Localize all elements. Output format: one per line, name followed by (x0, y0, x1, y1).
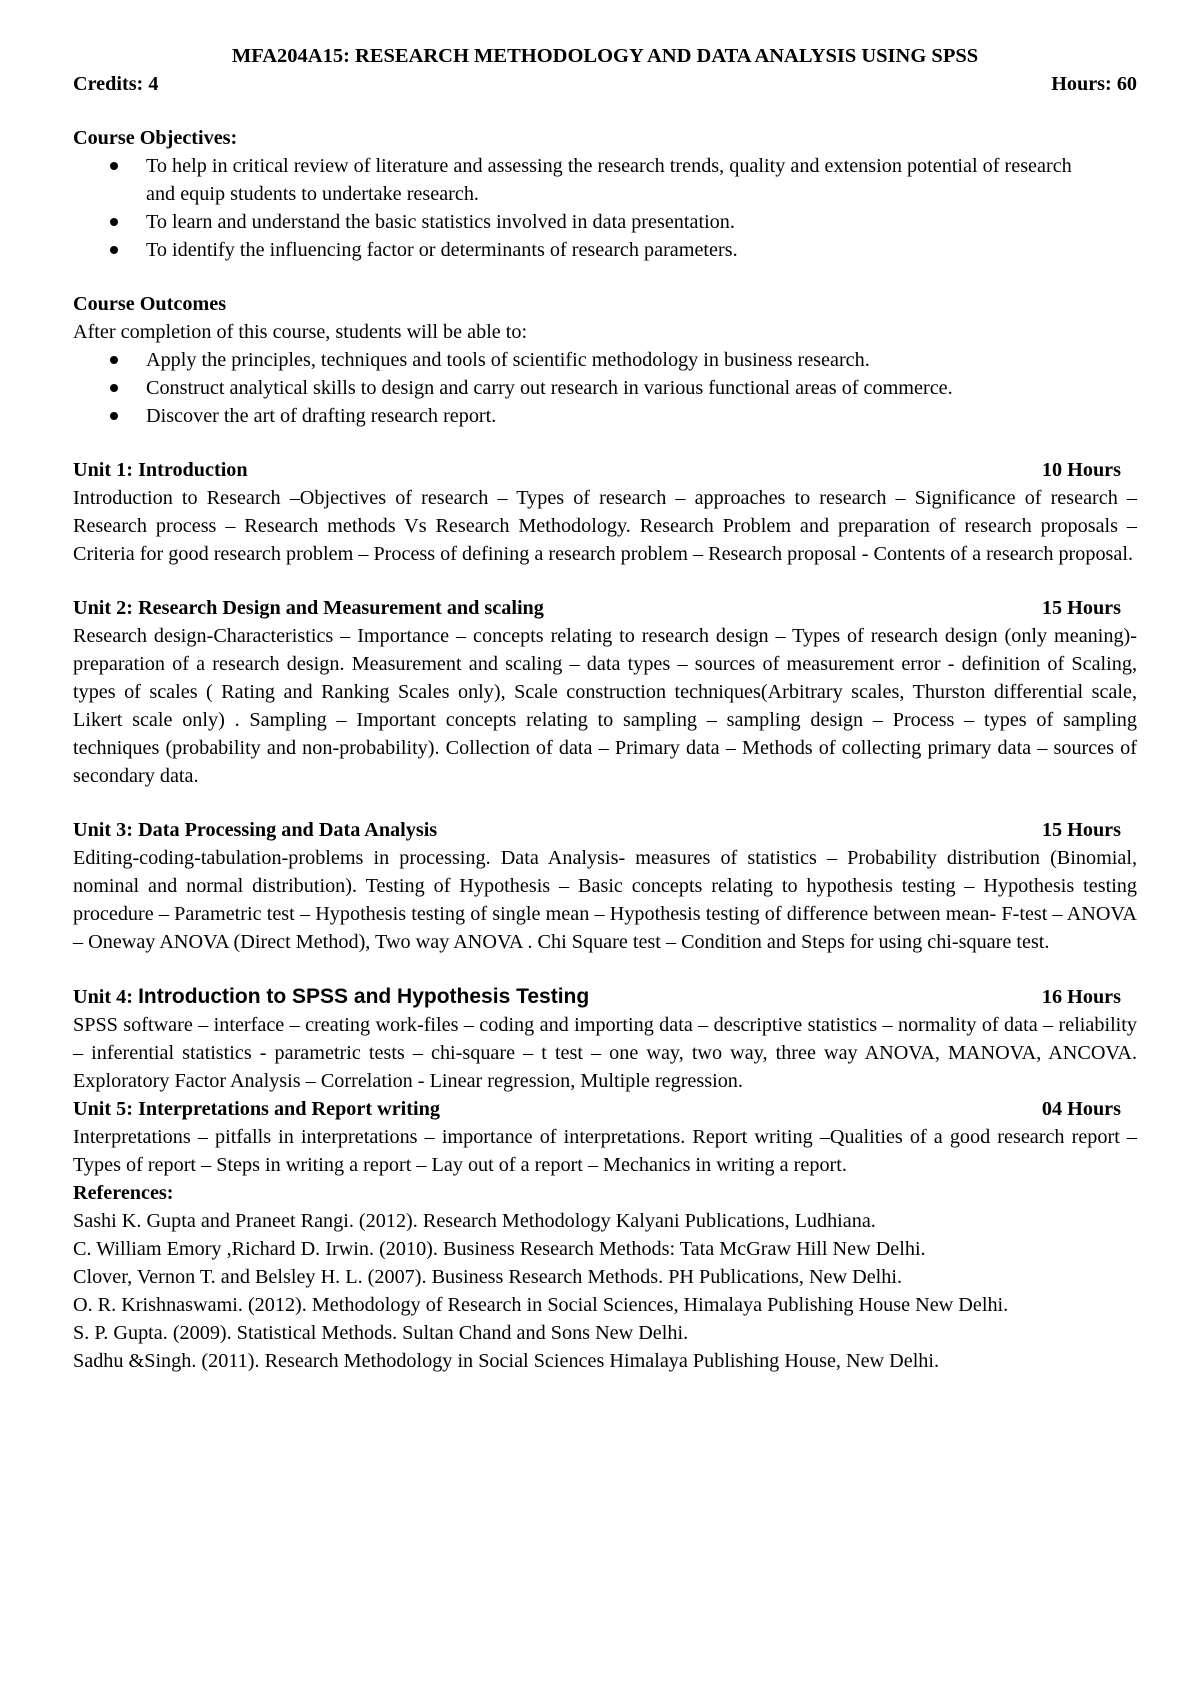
bullet-icon (110, 356, 118, 364)
unit-5-body: Interpretations – pitfalls in interpretations – importance of interpretations. Report writing –Qualities of a good research report – Types of report – Steps in writing a report – Lay out of a report – Mechanics in writing a report. (73, 1126, 1137, 1176)
unit-3-body: Editing-coding-tabulation-problems in processing. Data Analysis- measures of statistics – Probability distribution (Binomial, nominal and normal distribution). Testing of Hypothesis – Basic concepts relating to hypothesis testing – Hypothesis testing procedure – Parametric test – Hypothesis testing of single mean – Hypothesis testing of difference between mean- F-test – ANOVA – Oneway ANOVA (Direct Method), Two way ANOVA . Chi Square test – Condition and Steps for using chi-square test. (73, 847, 1137, 953)
unit-2-heading: Unit 2: Research Design and Measurement and scaling 15 Hours (73, 594, 1137, 622)
unit-4-title: Introduction to SPSS and Hypothesis Testing (138, 985, 590, 1008)
reference-item: O. R. Krishnaswami. (2012). Methodology of Research in Social Sciences, Himalaya Publishing House New Delhi. (73, 1294, 1009, 1316)
outcomes-heading: Course Outcomes (73, 293, 227, 315)
unit-4-hours: 16 Hours (1041, 986, 1121, 1008)
course-title: MFA204A15: RESEARCH METHODOLOGY AND DATA ANALYSIS USING SPSS (231, 45, 979, 67)
unit-1-title: Introduction (138, 459, 248, 481)
unit-3-title: Data Processing and Data Analysis (138, 819, 438, 841)
credits-hours-row (73, 70, 1137, 98)
list-item: To learn and understand the basic statistics involved in data presentation. (73, 208, 1097, 236)
bullet-icon (110, 384, 118, 392)
outcomes-list (73, 346, 1137, 430)
unit-2-body: Research design-Characteristics – Importance – concepts relating to research design – Types of research design (only meaning)- preparation of a research design. Measurement and scaling – data types – sources of measurement error - definition of Scaling, types of scales ( Rating and Ranking Scales only), Scale construction techniques(Arbitrary scales, Thurston differential scale, Likert scale only) . Sampling – Important concepts relating to sampling – sampling design – Process – types of sampling techniques (probability and non-probability). Collection of data – Primary data – Methods of collecting primary data – sources of secondary data. (73, 625, 1137, 787)
reference-item: Clover, Vernon T. and Belsley H. L. (2007). Business Research Methods. PH Publications, New Delhi. (73, 1266, 903, 1288)
unit-3-hours: 15 Hours (1041, 819, 1121, 841)
unit-1-hours: 10 Hours (1041, 459, 1121, 481)
list-item: Construct analytical skills to design and carry out research in various functional areas of commerce. (73, 374, 1097, 402)
bullet-icon (110, 218, 118, 226)
syllabus-page (73, 42, 1137, 1375)
unit-3-heading: Unit 3: Data Processing and Data Analysis 15 Hours (73, 816, 1137, 844)
unit-1-body: Introduction to Research –Objectives of research – Types of research – approaches to research – Significance of research – Research process – Research methods Vs Research Methodology. Research Problem and preparation of research proposals – Criteria for good research problem – Process of defining a research problem – Research proposal - Contents of a research proposal. (73, 487, 1137, 565)
unit-5-title: Interpretations and Report writing (138, 1098, 440, 1120)
unit-2-title: Research Design and Measurement and scaling (138, 597, 544, 619)
list-item: Apply the principles, techniques and tools of scientific methodology in business research. (73, 346, 1097, 374)
unit-5-heading: Unit 5: Interpretations and Report writing 04 Hours (73, 1095, 1137, 1123)
unit-4-heading: Unit 4: Introduction to SPSS and Hypothesis Testing 16 Hours (73, 983, 1137, 1011)
reference-item: S. P. Gupta. (2009). Statistical Methods. Sultan Chand and Sons New Delhi. (73, 1322, 689, 1344)
unit-2-hours: 15 Hours (1041, 597, 1121, 619)
bullet-icon (110, 162, 118, 170)
reference-item: C. William Emory ,Richard D. Irwin. (2010). Business Research Methods: Tata McGraw Hill New Delhi. (73, 1238, 926, 1260)
objectives-heading: Course Objectives: (73, 127, 238, 149)
unit-1-heading: Unit 1: Introduction 10 Hours (73, 456, 1137, 484)
objectives-list (73, 152, 1137, 264)
reference-item: Sadhu &Singh. (2011). Research Methodology in Social Sciences Himalaya Publishing House, New Delhi. (73, 1350, 940, 1372)
list-item: To help in critical review of literature and assessing the research trends, quality and extension potential of research and equip students to undertake research. (73, 152, 1097, 208)
hours-label: Hours: 60 (1051, 73, 1137, 95)
unit-4-body: SPSS software – interface – creating work-files – coding and importing data – descriptive statistics – normality of data – reliability – inferential statistics - parametric tests – chi-square – t test – one way, two way, three way ANOVA, MANOVA, ANCOVA. Exploratory Factor Analysis – Correlation - Linear regression, Multiple regression. (73, 1014, 1137, 1092)
bullet-icon (110, 412, 118, 420)
unit-5-hours: 04 Hours (1041, 1098, 1121, 1120)
bullet-icon (110, 246, 118, 254)
reference-item: Sashi K. Gupta and Praneet Rangi. (2012). Research Methodology Kalyani Publications, Ludhiana. (73, 1210, 876, 1232)
credits-label: Credits: 4 (73, 73, 159, 95)
list-item: To identify the influencing factor or determinants of research parameters. (73, 236, 1097, 264)
outcomes-intro: After completion of this course, students will be able to: (73, 321, 528, 343)
references-list (73, 1207, 1137, 1375)
references-heading: References: (73, 1182, 174, 1204)
list-item: Discover the art of drafting research report. (73, 402, 1097, 430)
